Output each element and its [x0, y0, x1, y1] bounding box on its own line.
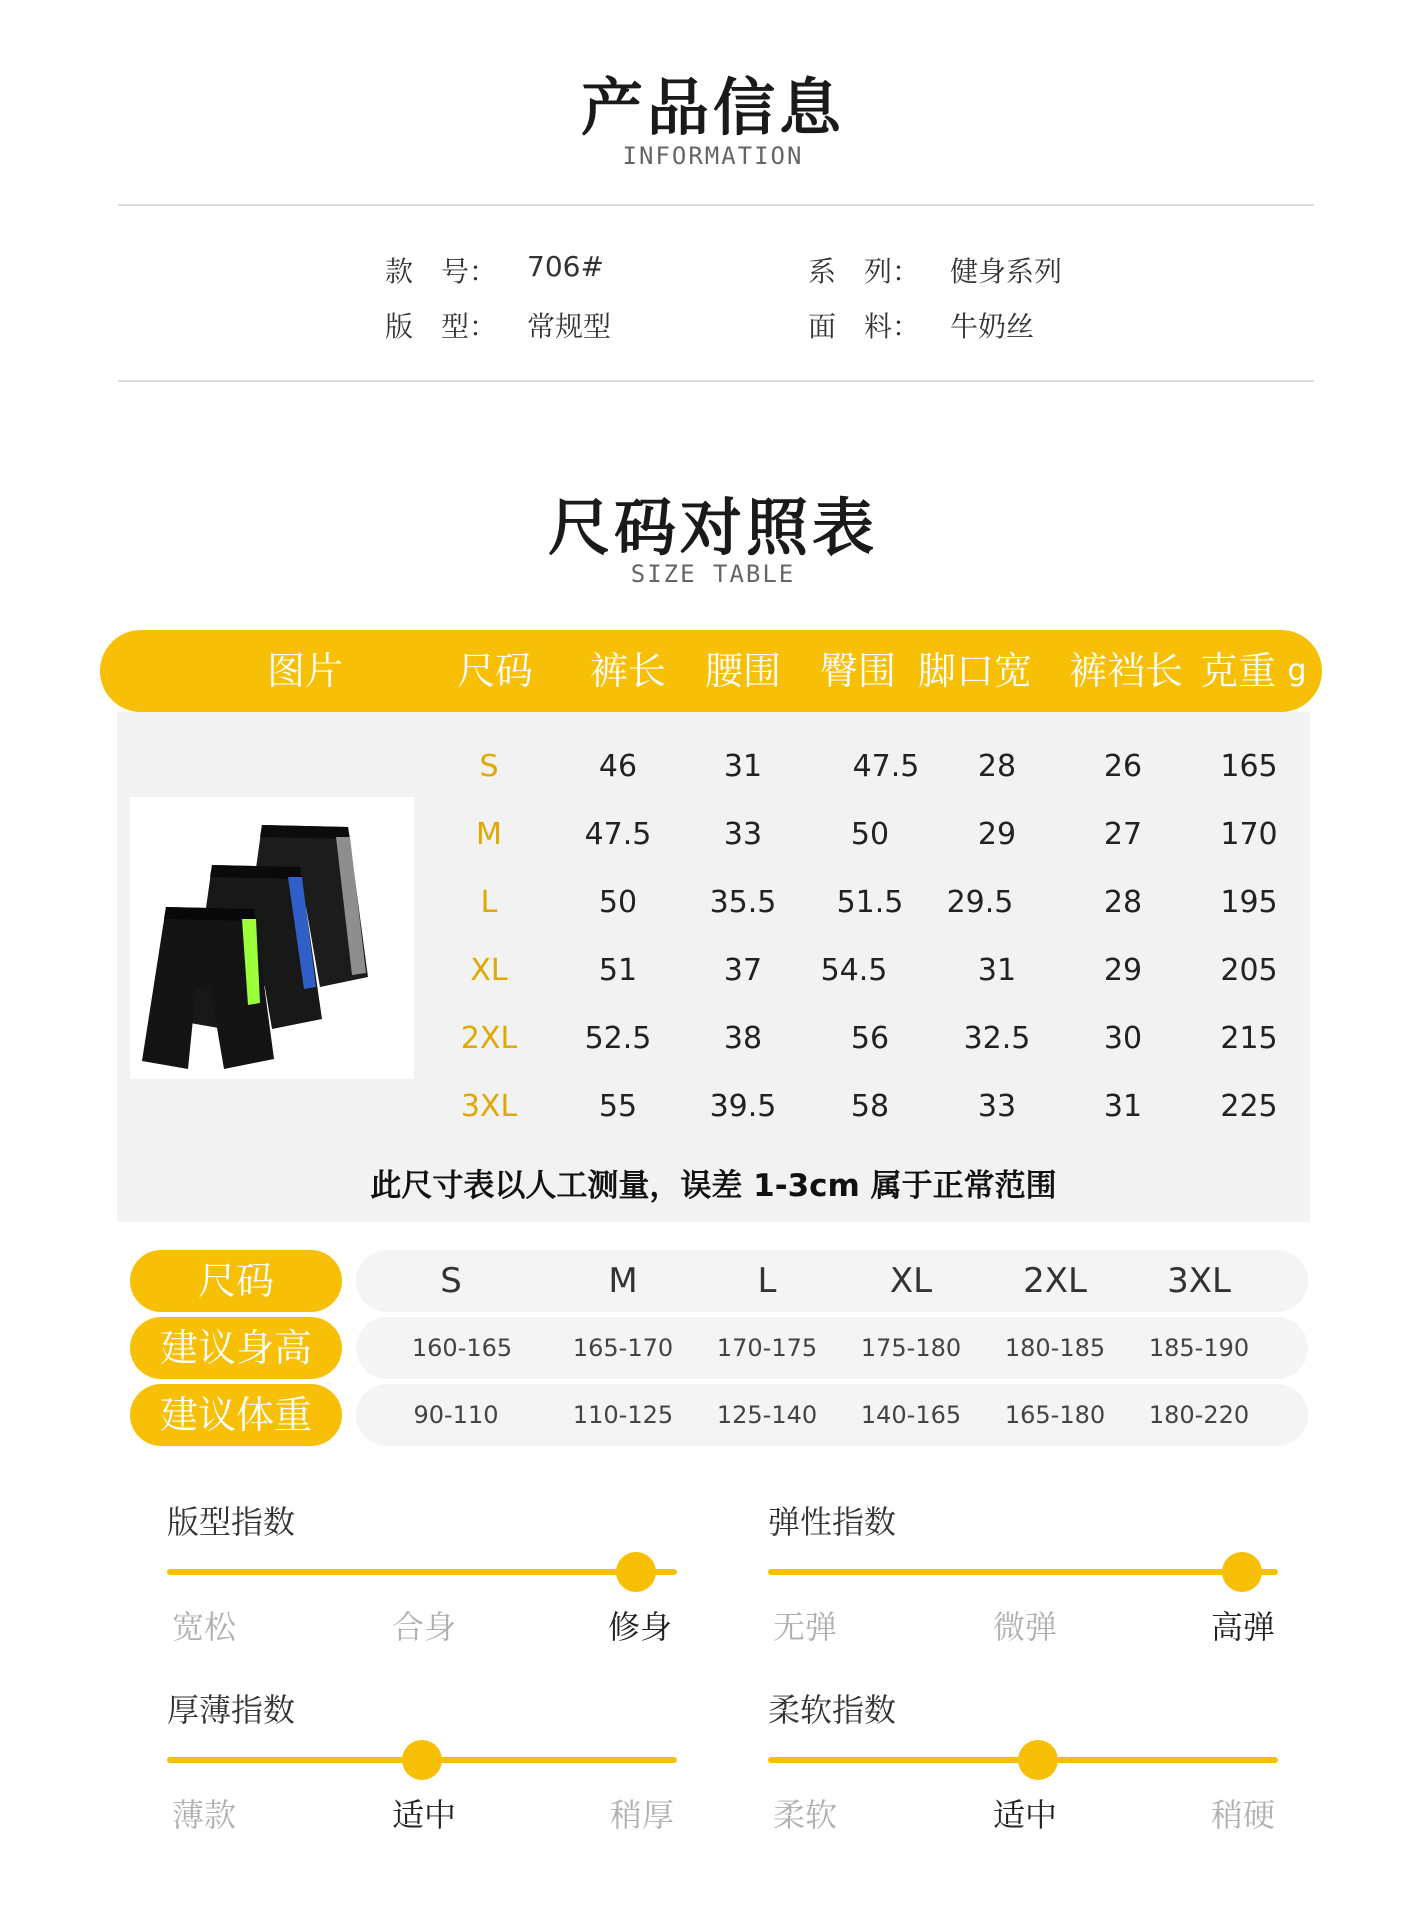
table-cell: 58 — [850, 1089, 890, 1124]
table-cell: 29.5 — [946, 885, 1014, 920]
table-cell: 46 — [598, 749, 638, 784]
table-cell: 47.5 — [584, 817, 652, 852]
field-label-fabric: 面 料： — [808, 310, 921, 343]
recommend-cell: XL — [889, 1261, 933, 1301]
fit-label-slim: 修身 — [607, 1608, 672, 1646]
recommend-cell: 180-185 — [1004, 1334, 1106, 1362]
row-size-label: XL — [470, 953, 508, 988]
header-weight: 克重 — [1199, 649, 1276, 693]
header-weight-unit: g — [1287, 653, 1307, 688]
recommend-label-weight: 建议体重 — [130, 1384, 342, 1446]
recommend-label-height: 建议身高 — [130, 1317, 342, 1379]
thickness-label-thin: 薄款 — [171, 1796, 236, 1834]
softness-index-title: 柔软指数 — [768, 1691, 897, 1729]
table-cell: 50 — [850, 817, 890, 852]
table-cell: 56 — [850, 1021, 890, 1056]
table-cell: 28 — [1103, 885, 1143, 920]
table-cell: 52.5 — [584, 1021, 652, 1056]
header-hip: 臀围 — [819, 649, 896, 693]
table-cell: 26 — [1103, 749, 1143, 784]
recommend-cell: L — [757, 1261, 777, 1301]
product-image — [130, 797, 414, 1079]
table-cell: 33 — [723, 817, 763, 852]
field-label-fit: 版 型： — [385, 310, 498, 343]
divider — [118, 380, 1314, 382]
table-cell: 55 — [598, 1089, 638, 1124]
softness-label-firm: 稍硬 — [1210, 1796, 1275, 1834]
recommend-cell: 160-165 — [411, 1334, 513, 1362]
table-cell: 29 — [1103, 953, 1143, 988]
fit-index-title: 版型指数 — [167, 1503, 296, 1541]
table-cell: 27 — [1103, 817, 1143, 852]
table-cell: 39.5 — [709, 1089, 777, 1124]
recommend-cell: 110-125 — [572, 1401, 674, 1429]
recommend-cell: 185-190 — [1148, 1334, 1250, 1362]
recommend-cell: 140-165 — [860, 1401, 962, 1429]
stretch-label-slight: 微弹 — [992, 1608, 1057, 1646]
thickness-index-title: 厚薄指数 — [167, 1691, 296, 1729]
table-cell: 29 — [977, 817, 1017, 852]
table-cell: 51.5 — [836, 885, 904, 920]
field-label-series: 系 列： — [808, 255, 921, 288]
field-value-series: 健身系列 — [950, 255, 1063, 288]
header-waist: 腰围 — [704, 649, 781, 693]
stretch-label-none: 无弹 — [772, 1608, 837, 1646]
recommend-cell: 180-220 — [1148, 1401, 1250, 1429]
thickness-label-medium: 适中 — [391, 1796, 456, 1834]
table-cell: 31 — [723, 749, 763, 784]
recommend-cell: 170-175 — [716, 1334, 818, 1362]
recommend-cell: 165-170 — [572, 1334, 674, 1362]
table-cell: 225 — [1220, 1089, 1278, 1124]
table-cell: 165 — [1220, 749, 1278, 784]
table-cell: 50 — [598, 885, 638, 920]
field-value-fit: 常规型 — [527, 310, 612, 343]
fit-label-loose: 宽松 — [171, 1608, 236, 1646]
table-cell: 205 — [1220, 953, 1278, 988]
size-table-title: 尺码对照表 — [547, 491, 878, 564]
header-size: 尺码 — [456, 649, 533, 693]
table-cell: 33 — [977, 1089, 1017, 1124]
recommend-cell: 3XL — [1167, 1261, 1231, 1301]
recommend-cell: M — [608, 1261, 638, 1301]
table-cell: 37 — [723, 953, 763, 988]
row-size-label: L — [480, 885, 498, 920]
info-subtitle: INFORMATION — [622, 142, 804, 170]
table-cell: 170 — [1220, 817, 1278, 852]
stretch-index-track — [768, 1569, 1278, 1575]
table-cell: 38 — [723, 1021, 763, 1056]
divider — [118, 204, 1314, 206]
table-cell: 30 — [1103, 1021, 1143, 1056]
row-size-label: 3XL — [460, 1089, 518, 1124]
recommend-cell: 125-140 — [716, 1401, 818, 1429]
table-cell: 54.5 — [820, 953, 888, 988]
table-cell: 32.5 — [963, 1021, 1031, 1056]
table-cell: 51 — [598, 953, 638, 988]
stretch-label-high: 高弹 — [1210, 1608, 1275, 1646]
table-cell: 35.5 — [709, 885, 777, 920]
table-cell: 31 — [1103, 1089, 1143, 1124]
recommend-label-size: 尺码 — [130, 1250, 342, 1312]
row-size-label: M — [476, 817, 502, 852]
shorts-illustration — [130, 797, 414, 1079]
recommend-cell: S — [440, 1261, 462, 1301]
table-cell: 28 — [977, 749, 1017, 784]
recommend-cell: 90-110 — [413, 1401, 499, 1429]
softness-label-medium: 适中 — [992, 1796, 1057, 1834]
recommend-cell: 175-180 — [860, 1334, 962, 1362]
info-title: 产品信息 — [580, 71, 845, 144]
stretch-index-knob — [1222, 1552, 1262, 1592]
thickness-label-thick: 稍厚 — [609, 1796, 674, 1834]
size-table-subtitle: SIZE TABLE — [630, 560, 796, 588]
softness-label-soft: 柔软 — [772, 1796, 837, 1834]
table-cell: 195 — [1220, 885, 1278, 920]
row-size-label: S — [479, 749, 499, 784]
header-rise: 裤裆长 — [1068, 649, 1183, 693]
fit-index-knob — [616, 1552, 656, 1592]
table-cell: 47.5 — [852, 749, 920, 784]
fit-label-regular: 合身 — [391, 1608, 456, 1646]
thickness-index-knob — [402, 1740, 442, 1780]
field-value-style-no: 706# — [527, 250, 604, 283]
softness-index-knob — [1018, 1740, 1058, 1780]
stretch-index-title: 弹性指数 — [768, 1503, 897, 1541]
recommend-cell: 2XL — [1023, 1261, 1087, 1301]
field-value-fabric: 牛奶丝 — [950, 310, 1035, 343]
row-size-label: 2XL — [460, 1021, 518, 1056]
field-label-style-no: 款 号： — [385, 255, 498, 288]
recommend-cell: 165-180 — [1004, 1401, 1106, 1429]
header-leg-opening: 脚口宽 — [917, 649, 1032, 693]
table-cell: 31 — [977, 953, 1017, 988]
header-length: 裤长 — [589, 649, 666, 693]
table-cell: 215 — [1220, 1021, 1278, 1056]
fit-index-track — [167, 1569, 677, 1575]
header-picture: 图片 — [266, 649, 343, 693]
measurement-note: 此尺寸表以人工测量，误差 1-3cm 属于正常范围 — [370, 1168, 1057, 1204]
